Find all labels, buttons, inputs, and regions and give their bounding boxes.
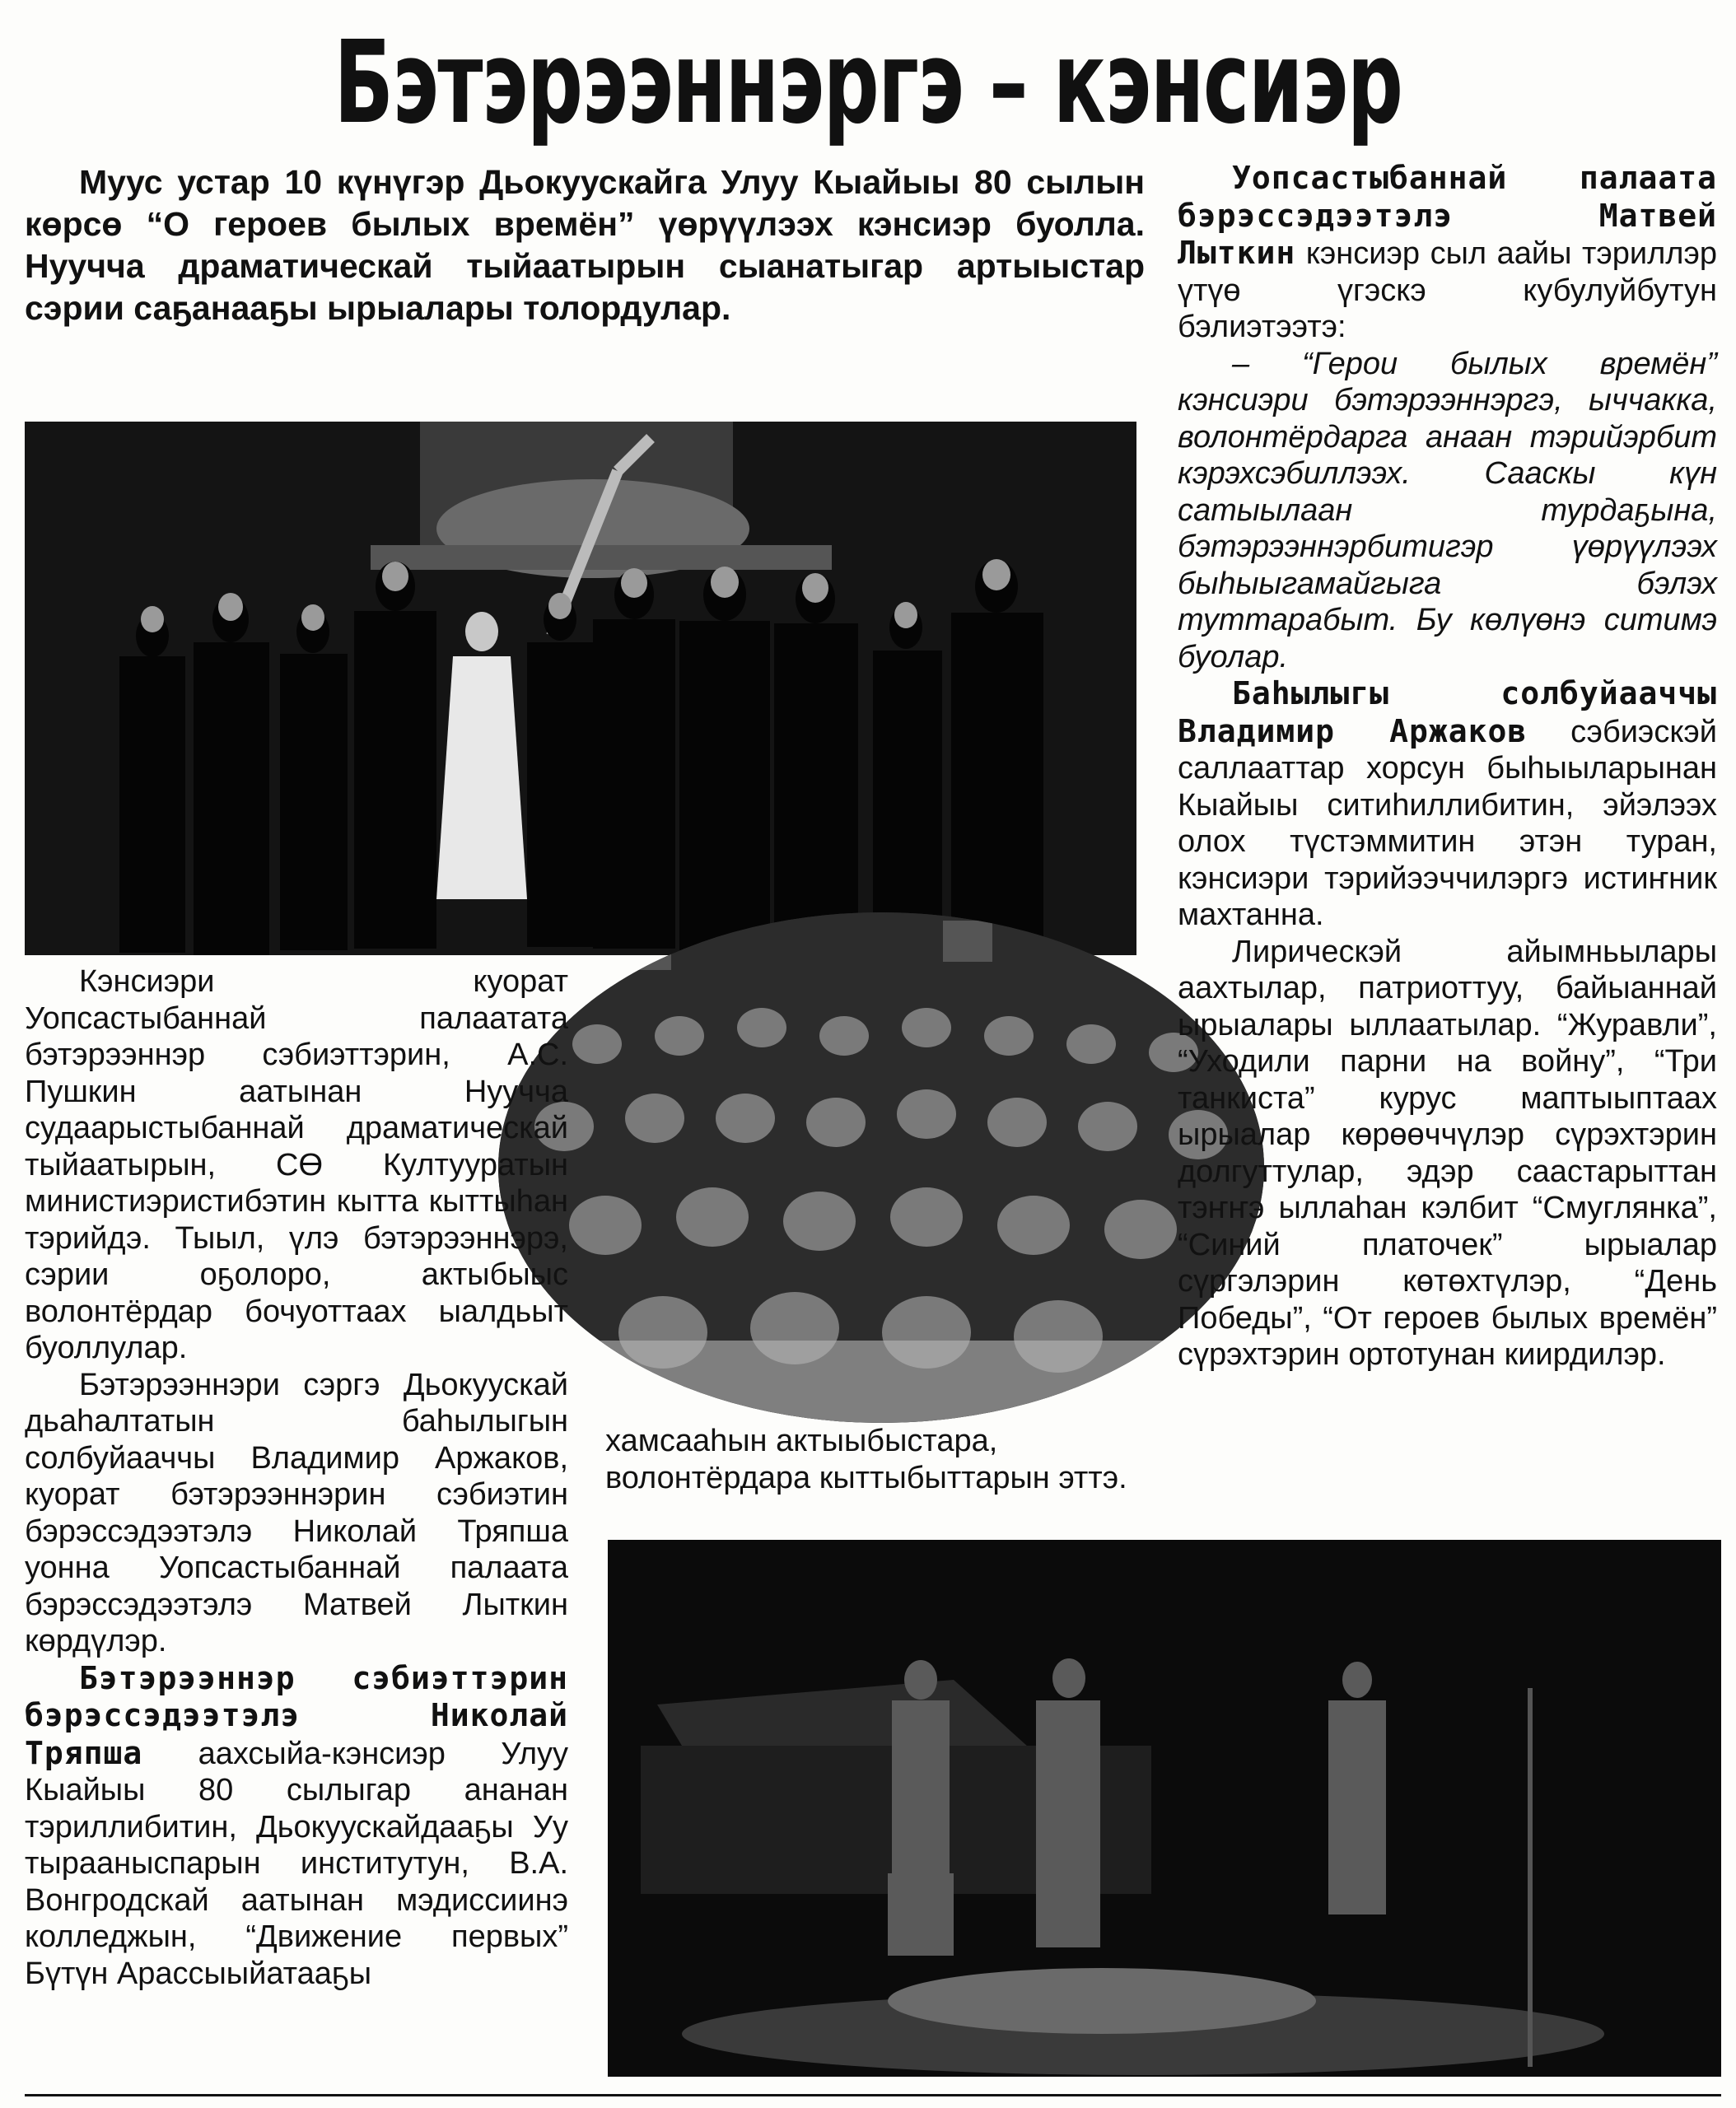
right-paragraph-2	[1178, 675, 1717, 934]
bottom-rule	[25, 2094, 1721, 2096]
right-paragraph-1	[1178, 160, 1717, 346]
right-p1-text: кэнсиэр сыл аайы тэриллэр үтүө үгэскэ кубулуйбутун бэлиэтээтэ:	[1178, 236, 1717, 344]
group-photo-image	[25, 422, 1136, 955]
stage-photo-image	[608, 1540, 1721, 2077]
right-paragraph-3: Лирическэй айымньылары аахтылар, патриоттуу, байыаннай ырыалары ыллаатылар. “Журавли”, “Уходили парни на войну”, “Три танкиста” курус маптыыптаах ырыалар көрөөччүлэр сүрэхтэрин долгуттулар, эдэр саастарыттан тэҥҥэ ыллаһан кэлбит “Смуглянка”, “Синий платочек” ырыалар сүргэлэрин көтөхтүлэр, “День Победы”, “От героев былых времён” сүрэхтэрин ортотунан киирдилэр.	[1178, 934, 1717, 1372]
right-paragraph-quote	[1178, 346, 1717, 676]
lead-paragraph: Муус устар 10 күнүгэр Дьокуускайга Улуу Кыайыы 80 сылын көрсө “О героев былых времён” үөрүүлээх кэнсиэр буолла. Нуучча драматическай тыйаатырын сыанатыгар артыыстар сэрии саҕанааҕы ырыалары толордулар.	[25, 163, 1145, 327]
audience-photo-image	[498, 912, 1264, 1423]
middle-paragraph-1: хамсааһын актыыбыстара, волонтёрдара кыттыбыттарын эттэ.	[605, 1424, 1127, 1495]
left-p3-speaker: Бэтэрээннэр сэбиэттэрин бэрэссэдээтэлэ Николай Тряпша	[25, 1659, 568, 1771]
stage-photo	[608, 1540, 1721, 2077]
right-p1-speaker: Уопсастыбаннай палаата бэрэссэдээтэлэ Матвей Лыткин	[1178, 160, 1717, 271]
audience-photo	[498, 912, 1264, 1423]
group-photo	[25, 422, 1136, 955]
middle-column	[605, 1423, 1132, 1496]
right-p1-quote: – “Герои былых времён” кэнсиэри бэтэрээннэргэ, ыччакка, волонтёрдарга анаан тэрийэрбит кэрэхсэбиллээх. Сааскы күн сатыылаан турдаҕына, бэтэрээннэрбитигэр үөрүүлээх быһыыгамайгыга бэлэх туттарабыт. Бу көлүөнэ ситимэ буолар.	[1178, 346, 1717, 674]
left-paragraph-3	[25, 1660, 568, 1993]
right-column	[1178, 160, 1717, 1373]
page-title: Бэтэрээннэргэ – кэнсиэр	[334, 16, 1402, 150]
left-paragraph-2: Бэтэрээннэри сэргэ Дьокуускай дьаһалтатын баһылыгын солбуйааччы Владимир Аржаков, куорат бэтэрээннэрин сэбиэтин бэрэссэдээтэлэ Николай Тряпша уонна Уопсастыбаннай палаата бэрэссэдээтэлэ Матвей Лыткин көрдүлэр.	[25, 1367, 568, 1658]
right-p2-text: сэбиэскэй саллааттар хорсун быһыыларынан Кыайыы ситиһиллибитин, эйэлээх олох түстэммитин этэн туран, кэнсиэри тэрийээччилэргэ истиҥник махтанна.	[1178, 714, 1717, 932]
left-paragraph-1: Кэнсиэри куорат Уопсастыбаннай палаатата бэтэрээннэр сэбиэттэрин, А.С. Пушкин аатынан Нуучча судаарыстыбаннай драматическай тыйаатырын, СӨ Култууратын министиэристибэтин кытта кыттыһан тэрийдэ. Тыыл, үлэ бэтэрээннэрэ, сэрии оҕолоро, актыбыыс волонтёрдар бочуоттаах ыалдьыт буоллулар.	[25, 964, 568, 1365]
right-p2-speaker: Баһылыгы солбуйааччы Владимир Аржаков	[1178, 675, 1717, 749]
left-p3-text: аахсыйа-кэнсиэр Улуу Кыайыы 80 сылыгар ананан тэриллибитин, Дьокуускайдааҕы Уу тырааныспарын институтун, В.А. Вонгродскай аатынан мэдиссиинэ колледжын, “Движение первых” Бүтүн Арассыыйатааҕы	[25, 1736, 568, 1991]
left-column	[25, 963, 568, 1992]
